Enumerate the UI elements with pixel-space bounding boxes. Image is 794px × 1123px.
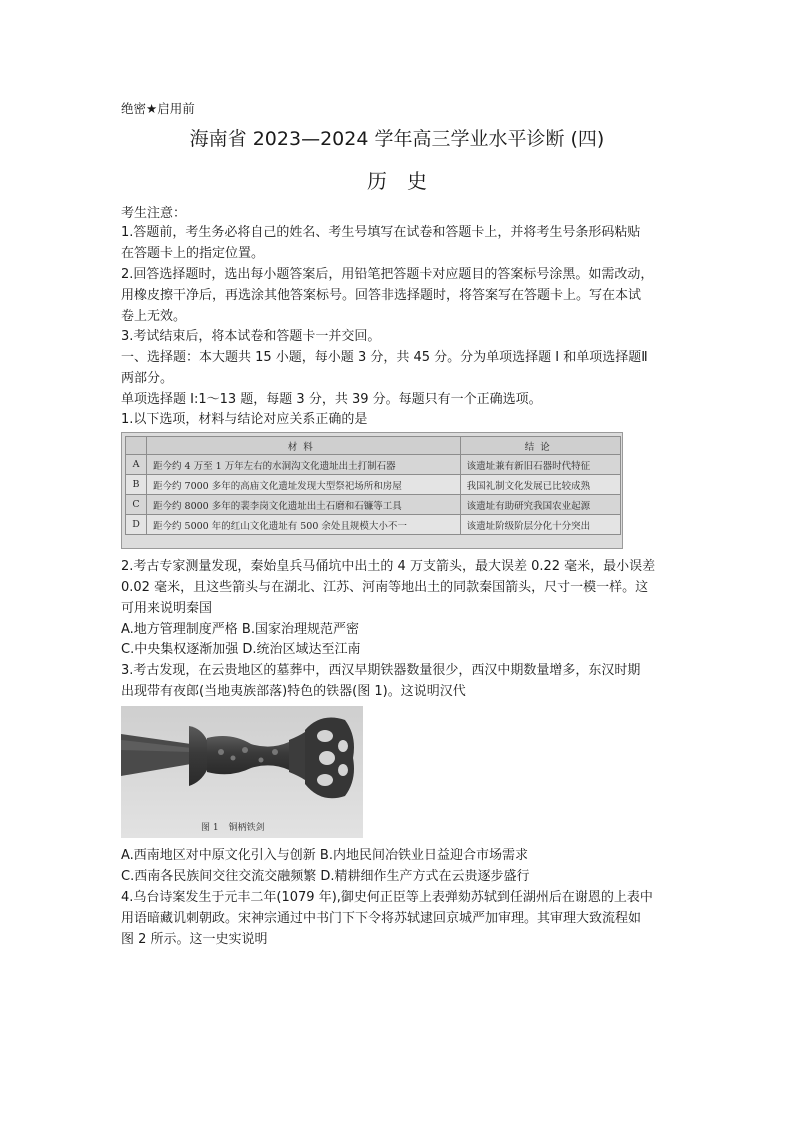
notice-item-2-line-1: 2.回答选择题时，选出每小题答案后，用铅笔把答题卡对应题目的答案标号涂黑。如需改动， (121, 267, 654, 282)
question-3-options-cd: C.西南各民族间交往交流交融频繁 D.精耕细作生产方式在云贵逐步盛行 (121, 869, 530, 884)
question-3-line-2: 出现带有夜郎(当地夷族部落)特色的铁器(图 1)。这说明汉代 (121, 684, 466, 699)
table-option-label: A (126, 455, 147, 475)
table-option-label: B (126, 475, 147, 495)
table-header-material: 材料 (147, 437, 461, 455)
table-row (126, 475, 621, 495)
question-4-line-2: 用语暗藏讥刺朝政。宋神宗通过中书门下下令将苏轼逮回京城严加审理。其审理大致流程如 (121, 911, 642, 926)
table-row (126, 455, 621, 475)
question-3-options-ab: A.西南地区对中原文化引入与创新 B.内地民间冶铁业日益迎合市场需求 (121, 848, 528, 863)
question-2-line-1: 2.考古专家测量发现，秦始皇兵马俑坑中出土的 4 万支箭头，最大误差 0.22 毫米，最小误差 (121, 559, 656, 574)
notice-item-2-line-2: 用橡皮擦干净后，再选涂其他答案标号。回答非选择题时，将答案写在答题卡上。写在本试 (121, 288, 642, 303)
table-header-row (126, 437, 621, 455)
table-material-cell: 距今约 5000 年的红山文化遗址有 500 余处且规模大小不一 (147, 515, 461, 535)
subject-title: 历史 (367, 169, 447, 193)
question-1-stem: 1.以下选项，材料与结论对应关系正确的是 (121, 412, 368, 427)
question-4-line-3: 图 2 所示。这一史实说明 (121, 932, 268, 947)
figure-1-name: 铜柄铁剑 (228, 823, 265, 833)
notice-item-1-line-2: 在答题卡上的指定位置。 (121, 246, 265, 261)
table-material-cell: 距今约 7000 多年的高庙文化遗址发现大型祭祀场所和房屋 (147, 475, 461, 495)
bronze-handled-iron-sword-photo (121, 706, 363, 838)
section-1-heading-line-2: 两部分。 (121, 371, 174, 386)
figure-1-caption (201, 820, 265, 833)
question-2-options-cd: C.中央集权逐渐加强 D.统治区域达至江南 (121, 642, 361, 657)
notice-heading: 考生注意： (121, 206, 187, 221)
question-2-line-2: 0.02 毫米，且这些箭头与在湖北、江苏、河南等地出土的同款秦国箭头，尺寸一模一样。这 (121, 580, 649, 595)
table-conclusion-cell: 该遗址兼有新旧石器时代特征 (460, 455, 620, 475)
table-row (126, 495, 621, 515)
table-conclusion-cell: 该遗址有助研究我国农业起源 (460, 495, 620, 515)
question-3-line-1: 3.考古发现，在云贵地区的墓葬中，西汉早期铁器数量很少，西汉中期数量增多，东汉时期 (121, 663, 641, 678)
notice-item-1-line-1: 1.答题前，考生务必将自己的姓名、考生号填写在试卷和答题卡上，并将考生号条形码粘贴 (121, 225, 641, 240)
table-header-empty (126, 437, 147, 455)
table-option-label: C (126, 495, 147, 515)
question-2-options-ab: A.地方管理制度严格 B.国家治理规范严密 (121, 622, 359, 637)
table-material-cell: 距今约 8000 多年的裴李岗文化遗址出土石磨和石镰等工具 (147, 495, 461, 515)
table-row (126, 515, 621, 535)
section-1-heading-line-1: 一、选择题：本大题共 15 小题，每小题 3 分，共 45 分。分为单项选择题 I 和单项选择题Ⅱ (121, 350, 648, 365)
notice-item-3: 3.考试结束后，将本试卷和答题卡一并交回。 (121, 329, 381, 344)
question-4-line-1: 4.乌台诗案发生于元丰二年(1079 年),御史何正臣等上表弹劾苏轼到任湖州后在谢恩的上表中 (121, 890, 653, 905)
figure-1-label: 图 1 (201, 823, 219, 833)
confidential-mark: 绝密★启用前 (121, 101, 195, 116)
table-conclusion-cell: 我国礼制文化发展已比较成熟 (460, 475, 620, 495)
table-conclusion-cell: 该遗址阶级阶层分化十分突出 (460, 515, 620, 535)
exam-title: 海南省 2023—2024 学年高三学业水平诊断 (四) (189, 128, 605, 150)
question-2-line-3: 可用来说明秦国 (121, 601, 213, 616)
section-1-subheading: 单项选择题 I:1～13 题，每题 3 分，共 39 分。每题只有一个正确选项。 (121, 392, 542, 407)
question-1-table (121, 432, 623, 549)
table-header-conclusion: 结论 (460, 437, 620, 455)
table-option-label: D (126, 515, 147, 535)
table-material-cell: 距今约 4 万至 1 万年左右的水洞沟文化遗址出土打制石器 (147, 455, 461, 475)
notice-item-2-line-3: 卷上无效。 (121, 309, 187, 324)
sword-illustration (121, 706, 363, 838)
